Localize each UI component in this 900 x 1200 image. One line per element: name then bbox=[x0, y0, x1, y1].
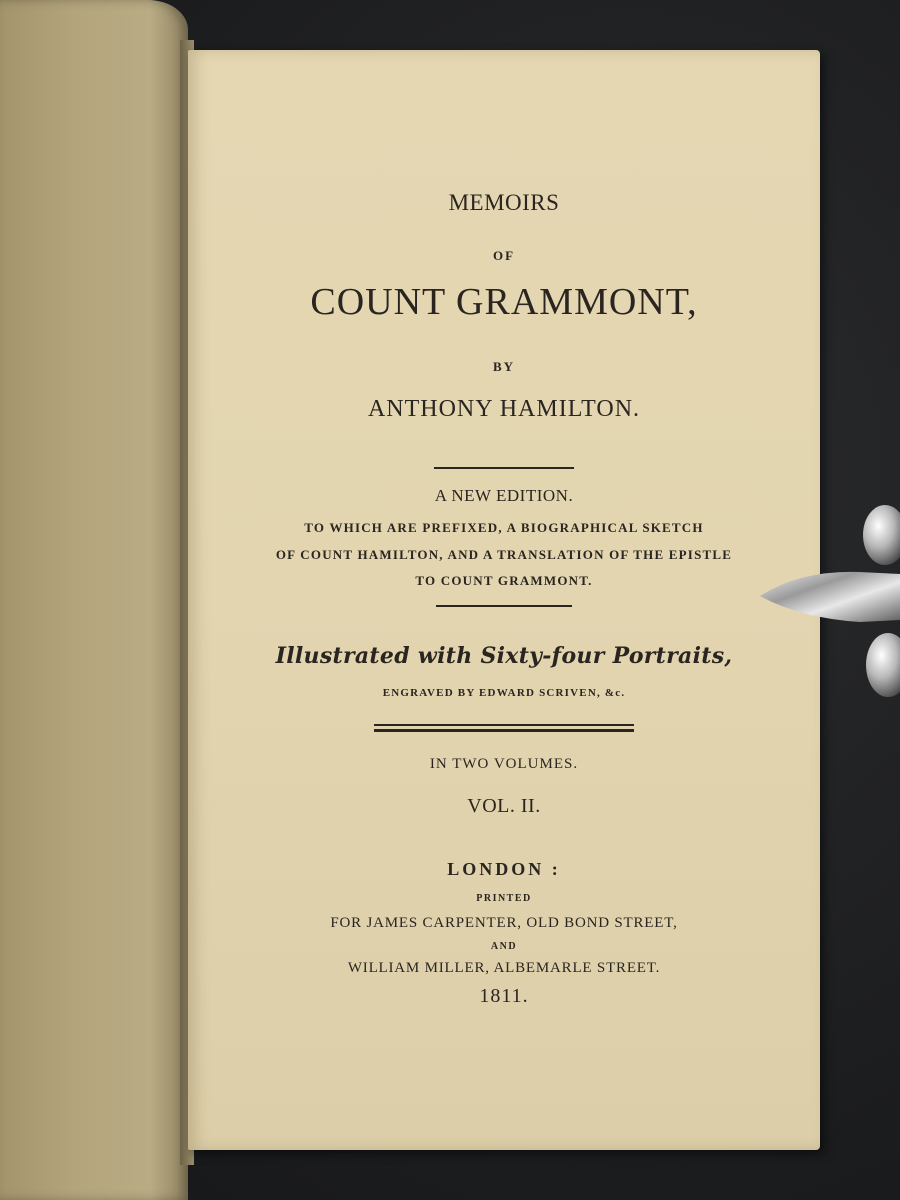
title-of: OF bbox=[492, 248, 516, 263]
title-by: BY bbox=[492, 359, 516, 374]
prefix-line-2: OF COUNT HAMILTON, AND A TRANSLATION OF THE EPISTLE bbox=[275, 547, 733, 562]
rule-middle bbox=[436, 605, 572, 607]
double-rule-bottom bbox=[374, 729, 634, 732]
author-name: ANTHONY HAMILTON. bbox=[367, 396, 641, 422]
title-memoirs: MEMOIRS bbox=[448, 190, 560, 215]
volumes-line: IN TWO VOLUMES. bbox=[429, 756, 579, 772]
and-line: AND bbox=[490, 941, 518, 952]
printer-line-2: WILLIAM MILLER, ALBEMARLE STREET. bbox=[347, 960, 661, 976]
volume-number: VOL. II. bbox=[467, 795, 541, 817]
engraved-line: ENGRAVED BY EDWARD SCRIVEN, &c. bbox=[382, 687, 626, 699]
year-line: 1811. bbox=[479, 985, 529, 1007]
left-page bbox=[0, 0, 188, 1200]
illustrated-line: Illustrated with Sixty-four Portraits, bbox=[275, 643, 733, 669]
double-rule-top bbox=[374, 724, 634, 726]
title-count-grammont: COUNT GRAMMONT, bbox=[310, 281, 698, 323]
book-clip-icon bbox=[760, 500, 900, 710]
prefix-line-1: TO WHICH ARE PREFIXED, A BIOGRAPHICAL SKETCH bbox=[304, 520, 704, 535]
printed-line: PRINTED bbox=[476, 893, 532, 904]
city-line: LONDON : bbox=[447, 859, 561, 879]
prefix-line-3: TO COUNT GRAMMONT. bbox=[415, 573, 593, 588]
printer-line-1: FOR JAMES CARPENTER, OLD BOND STREET, bbox=[330, 915, 678, 931]
edition-line: A NEW EDITION. bbox=[434, 486, 574, 505]
title-page bbox=[188, 50, 820, 1150]
rule-top bbox=[434, 467, 574, 469]
